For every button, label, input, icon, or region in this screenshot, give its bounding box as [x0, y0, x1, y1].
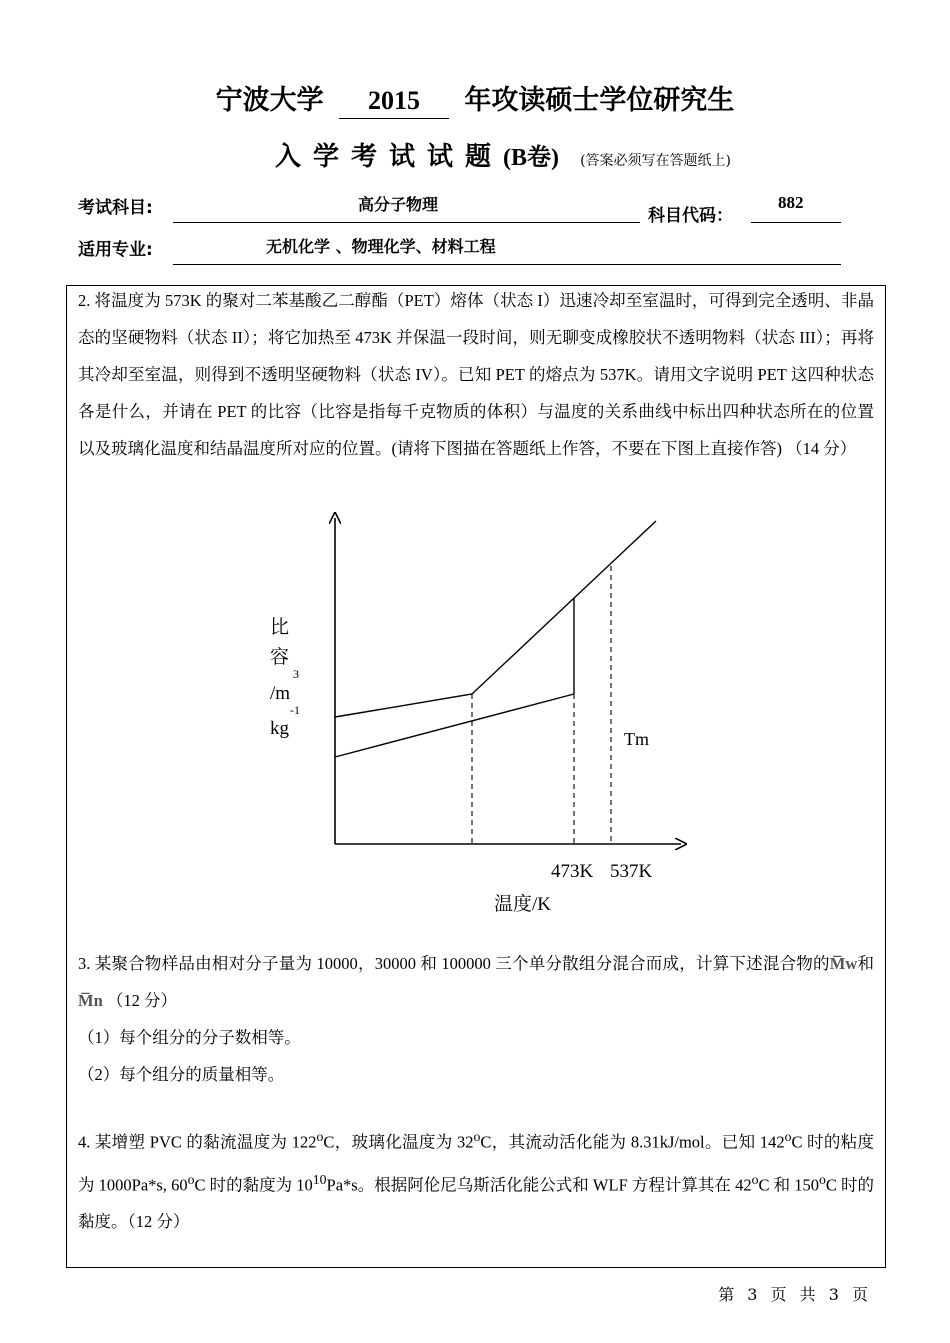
ylabel-superscript-2: -1	[290, 703, 300, 717]
major-label: 适用专业:	[78, 240, 153, 260]
melt-glass-curve	[335, 521, 656, 717]
title-suffix: 年攻读硕士学位研究生	[464, 85, 735, 116]
tm-annotation: Tm	[624, 729, 649, 749]
subject-label: 考试科目:	[78, 198, 153, 218]
ylabel-line-1: 比	[270, 617, 290, 638]
code-label: 科目代码：	[648, 206, 733, 226]
question-2-text: 2. 将温度为 573K 的聚对二苯基酸乙二醇酯（PET）熔体（状态 I）迅速冷却至室温时，可得到完全透明、非晶态的坚硬物料（状态 II）；将它加热至 473K 并保温一段时间，则无聊变成橡胶状不透明物料（状态 III）；再将其冷却至室温，则得到不透明坚硬物料（状态 IV）。已知 PET 的熔点为 537K。请用文字说明 PET 这四种状态各是什么，并请在 PET 的比容（比容是指每千克物质的体积）与温度的关系曲线中标出四种状态所在的位置以及玻璃化温度和结晶温度所对应的位置。(请将下图描在答题纸上作答，不要在下图上直接作答) （14 分）	[78, 291, 874, 458]
question-3	[78, 945, 874, 1093]
major-value: 无机化学 、物理化学、材料工程	[266, 237, 496, 256]
ylabel-line-3: /m	[270, 683, 291, 704]
answer-note: (答案必须写在答题纸上)	[580, 153, 732, 169]
major-underline	[173, 264, 841, 265]
page-number: 第 3 页 共 3 页	[718, 1285, 872, 1304]
code-underline	[751, 222, 841, 223]
subject-value: 高分子物理	[358, 195, 439, 214]
ylabel-superscript-1: 3	[293, 667, 299, 681]
tick-label-473k: 473K	[551, 861, 594, 882]
exam-subtitle	[275, 136, 731, 173]
question-3-sub2: （2）每个组分的质量相等。	[78, 1065, 285, 1084]
subject-underline	[173, 222, 640, 223]
question-3-score: （12 分）	[106, 991, 177, 1010]
question-2	[78, 282, 874, 467]
ylabel-line-4: kg	[270, 718, 289, 739]
question-3-sub1: （1）每个组分的分子数相等。	[78, 1028, 301, 1047]
subtitle-text: 入学考试试题	[275, 142, 504, 172]
exam-title	[0, 78, 950, 119]
question-3-text: 3. 某聚合物样品由相对分子量为 10000，30000 和 100000 三个单分散组分混合而成，计算下述混合物的M̅w和M̅n （12 分）	[78, 954, 875, 1010]
university-name: 宁波大学	[215, 85, 324, 116]
ylabel-line-2: 容	[270, 647, 290, 668]
question-4-text: 4. 某增塑 PVC 的黏流温度为 122$^o$C，玻璃化温度为 32$^o$C，其流动活化能为 8.31kJ/mol。已知 142$^o$C 时的粘度为 1000Pa*s, 60$^o$C 时的黏度为 $10^{10}Pa*s$。根据阿伦尼乌斯活化能公式和 WLF 方程计算其在 42$^o$C 和 150$^o$C 时的黏度。（12 分）	[78, 1129, 875, 1231]
specific-volume-chart	[250, 508, 710, 928]
tick-label-537k: 537K	[610, 861, 653, 882]
exam-year: 2015	[339, 84, 449, 119]
mw-symbol: M̅w	[829, 954, 858, 973]
code-value: 882	[778, 193, 804, 212]
x-axis-label: 温度/K	[494, 894, 552, 915]
mn-symbol: M̅n	[78, 991, 103, 1010]
volume-label: (B卷)	[503, 145, 560, 171]
crystalline-curve	[335, 694, 574, 757]
question-4	[78, 1118, 874, 1240]
